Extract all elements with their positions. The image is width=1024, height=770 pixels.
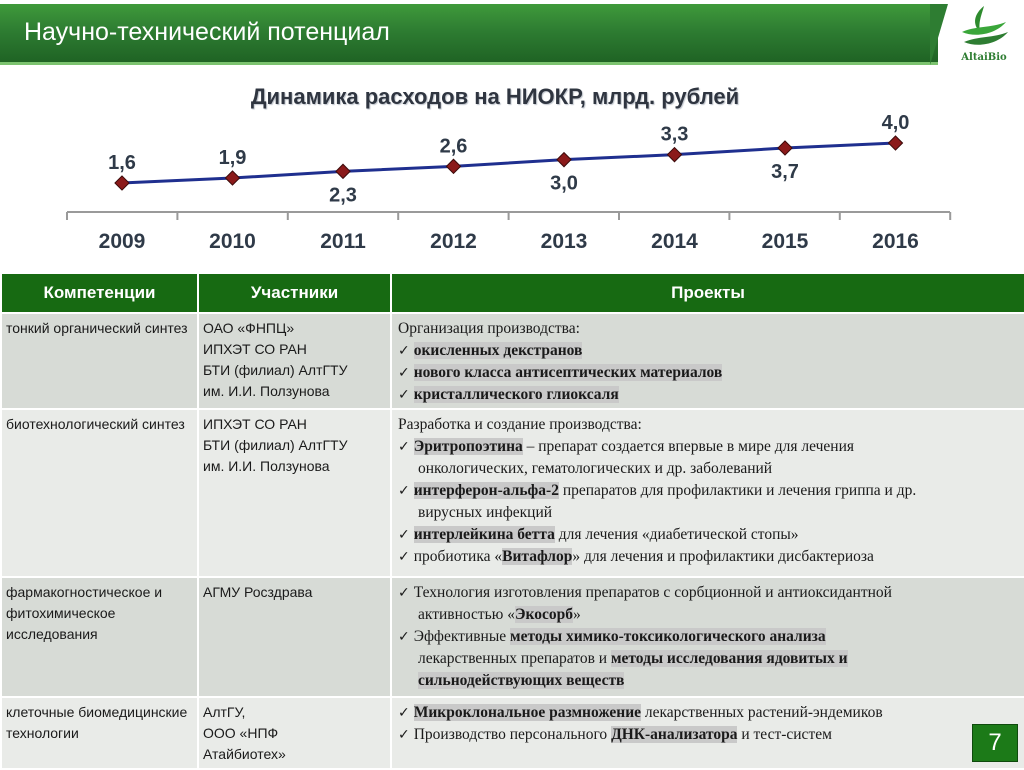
header	[0, 0, 1024, 70]
project-item: ✓ Эффективные методы химико-токсикологического анализа	[398, 628, 826, 645]
participant: им. И.И. Ползунова	[203, 458, 330, 474]
participant: ИПХЭТ СО РАН	[203, 416, 307, 432]
competence-cell: фармакогностическое и фитохимическое исследования	[1, 577, 198, 697]
participant: БТИ (филиал) АлтГТУ	[203, 362, 348, 378]
x-tick-label: 2010	[209, 230, 256, 253]
project-item: ✓ Микроклональное размножение лекарственных растений-эндемиков	[398, 704, 883, 721]
data-point	[778, 141, 792, 155]
project-intro: Разработка и создание производства:	[398, 416, 642, 433]
participant: ИПХЭТ СО РАН	[203, 341, 307, 357]
chart-title: Динамика расходов на НИОКР, млрд. рублей	[250, 84, 740, 109]
participant: АлтГУ,	[203, 704, 246, 720]
logo-text: AltaiBio	[961, 52, 1007, 63]
table-row	[1, 577, 1024, 697]
data-label: 2,6	[439, 135, 468, 158]
project-item: ✓ интерферон-альфа-2 препаратов для профилактики и лечения гриппа и др.	[398, 482, 917, 499]
participant: им. И.И. Ползунова	[203, 383, 330, 399]
project-item: ✓ Технология изготовления препаратов с сорбционной и антиоксидантной	[398, 584, 892, 601]
check-icon: ✓	[398, 365, 410, 381]
check-icon: ✓	[398, 629, 410, 645]
project-item-cont: лекарственных препаратов и методы исследования ядовитых и	[418, 650, 848, 667]
project-intro: Организация производства:	[398, 320, 580, 337]
participants-cell	[198, 409, 391, 577]
check-icon: ✓	[398, 705, 410, 721]
x-tick-label: 2016	[872, 230, 919, 253]
table-row	[1, 313, 1024, 409]
competence-cell: клеточные биомедицинские технологии	[1, 697, 198, 769]
header-participants: Участники	[198, 273, 391, 313]
check-icon: ✓	[398, 439, 410, 455]
data-point	[667, 148, 681, 162]
competence-cell: биотехнологический синтез	[1, 409, 198, 577]
competence-cell: тонкий органический синтез	[1, 313, 198, 409]
check-icon: ✓	[398, 387, 410, 403]
header-projects: Проекты	[391, 273, 1024, 313]
page-title: Научно-технический потенциал	[24, 18, 390, 46]
x-tick-label: 2015	[761, 230, 809, 253]
data-label: 3,0	[550, 172, 578, 195]
projects-cell	[391, 409, 1024, 577]
project-item: ✓ интерлейкина бетта для лечения «диабетической стопы»	[398, 526, 799, 543]
project-item: ✓ нового класса антисептических материалов	[398, 364, 723, 381]
project-item: ✓ окисленных декстранов	[398, 342, 583, 359]
check-icon: ✓	[398, 483, 410, 499]
project-item: ✓ кристаллического глиоксаля	[398, 386, 619, 403]
project-item-cont: активностью «Экосорб»	[418, 606, 581, 623]
data-point	[336, 164, 350, 178]
data-label: 4,0	[881, 112, 910, 134]
check-icon: ✓	[398, 727, 410, 743]
project-item-cont: онкологических, гематологических и др. заболеваний	[418, 460, 773, 477]
leaf-icon	[944, 2, 1024, 52]
data-label: 3,7	[771, 161, 799, 183]
data-label: 1,6	[108, 152, 136, 174]
data-point	[888, 136, 902, 150]
competence-table	[0, 272, 1024, 770]
x-tick-label: 2013	[540, 230, 588, 253]
title-bar	[0, 4, 938, 65]
x-tick-label: 2014	[651, 230, 698, 253]
x-tick-label: 2012	[430, 230, 477, 253]
check-icon: ✓	[398, 343, 410, 359]
participant: БТИ (филиал) АлтГТУ	[203, 437, 348, 453]
participant: ОАО «ФНПЦ»	[203, 320, 295, 336]
participants-cell	[198, 697, 391, 769]
data-label: 3,3	[660, 123, 689, 146]
participants-cell	[198, 313, 391, 409]
participants-cell	[198, 577, 391, 697]
table-header-row	[1, 273, 1024, 313]
data-point	[446, 159, 460, 173]
check-icon: ✓	[398, 527, 410, 543]
data-label: 2,3	[329, 184, 357, 207]
project-item-cont: вирусных инфекций	[418, 504, 553, 521]
table-row	[1, 697, 1024, 769]
data-point	[225, 171, 239, 185]
projects-cell	[391, 313, 1024, 409]
header-competence: Компетенции	[1, 273, 198, 313]
company-logo	[944, 2, 1024, 68]
table-row	[1, 409, 1024, 577]
projects-cell	[391, 577, 1024, 697]
project-item: ✓ пробиотика «Витафлор» для лечения и профилактики дисбактериоза	[398, 548, 874, 565]
project-item: ✓ Производство персонального ДНК-анализатора и тест-систем	[398, 726, 832, 743]
check-icon: ✓	[398, 549, 410, 565]
project-item-cont: сильнодействующих веществ	[418, 672, 625, 689]
data-label: 1,9	[218, 147, 247, 169]
project-item: ✓ Эритропоэтина – препарат создается впервые в мире для лечения	[398, 438, 854, 455]
participant: ООО «НПФ	[203, 725, 279, 741]
participant: АГМУ Росздрава	[203, 584, 313, 600]
expenses-line-chart	[0, 110, 1024, 260]
data-point	[115, 176, 129, 190]
projects-cell	[391, 697, 1024, 769]
x-tick-label: 2011	[320, 230, 366, 253]
page-number: 7	[972, 724, 1018, 762]
check-icon: ✓	[398, 585, 410, 601]
data-point	[557, 153, 571, 167]
x-tick-label: 2009	[98, 230, 146, 253]
participant: Атайбиотех»	[203, 746, 286, 762]
